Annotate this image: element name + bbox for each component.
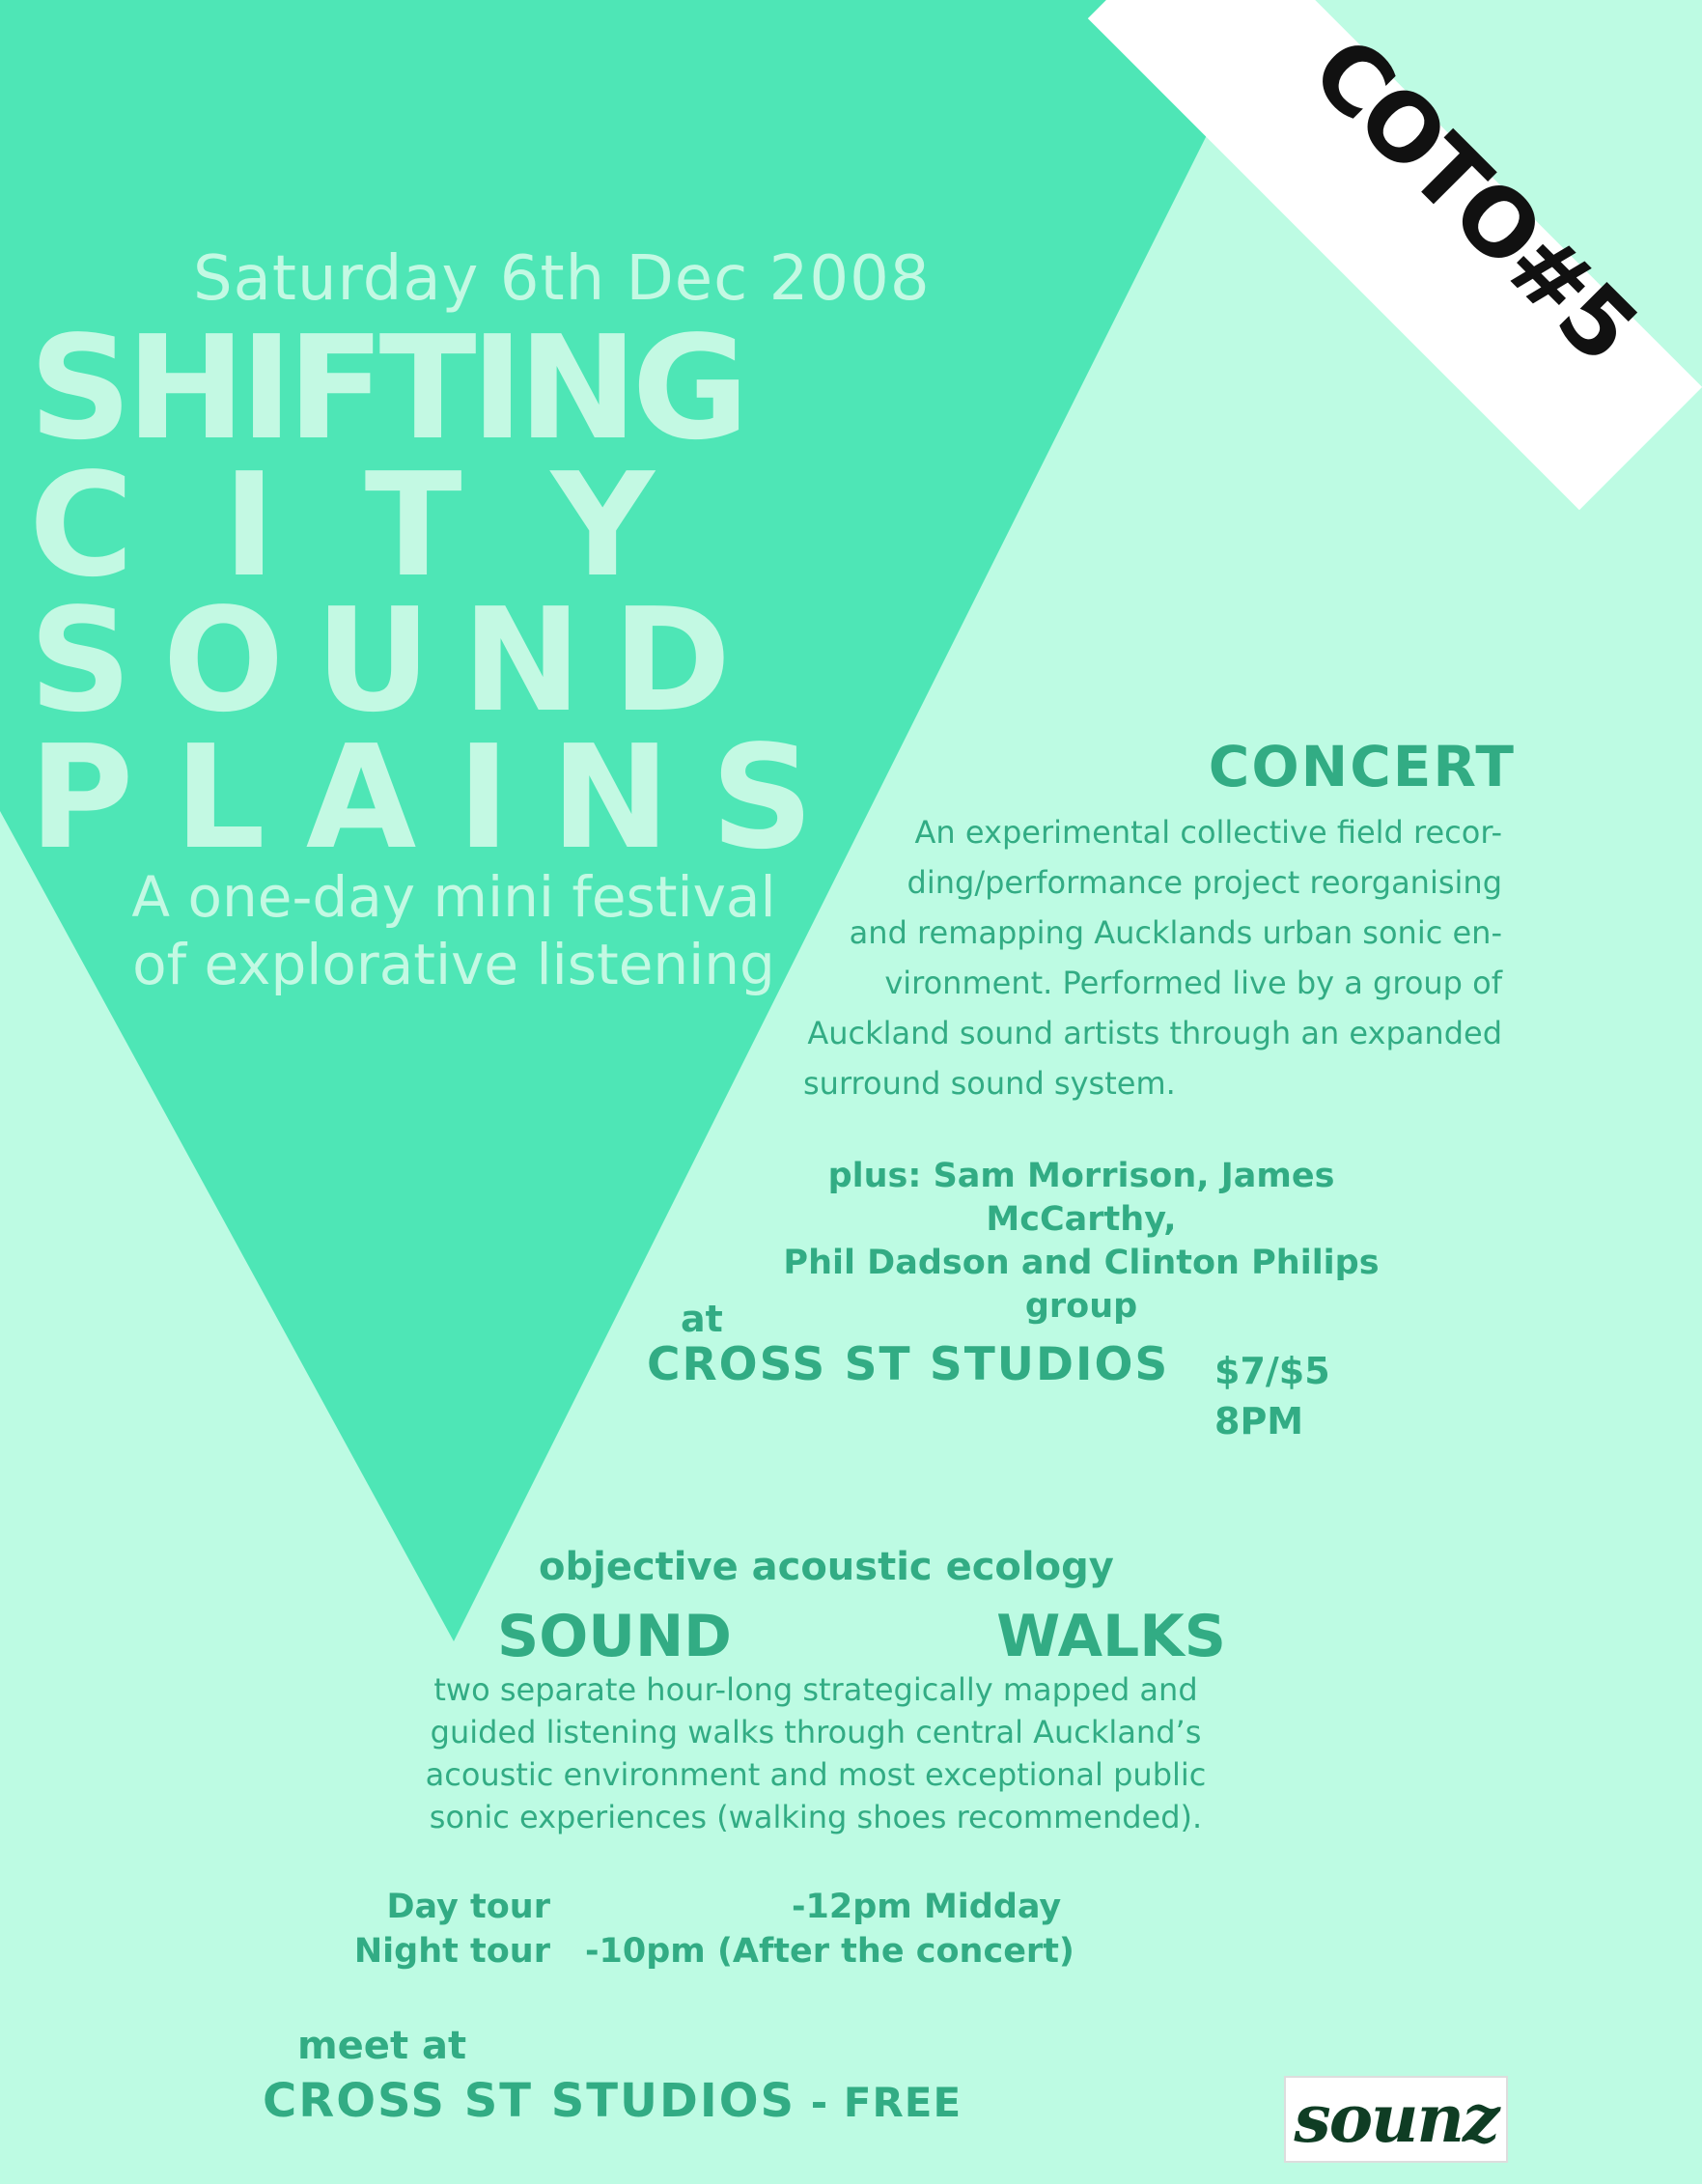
coto-badge [1183,0,1657,381]
concert-desc-line-4: vironment. Performed live by a group of [884,965,1502,1001]
title-line-2: CITY [29,442,743,608]
concert-description [792,807,1502,1108]
event-date: Saturday 6th Dec 2008 [193,243,931,315]
title-line-1: SHIFTING [29,305,743,471]
title-line-3: SOUND [29,577,763,743]
walks-kicker: objective acoustic ecology [539,1545,1114,1589]
at-label: at [681,1298,723,1340]
subtitle [106,864,801,998]
free-label: - FREE [795,2079,963,2126]
tour-time-night: -10pm (After the concert) [585,1932,1074,1971]
walks-venue [263,2074,962,2128]
subtitle-line-2: of explorative listening [132,931,775,997]
tour-time-day: -12pm Midday [792,1888,1062,1926]
concert-desc-line-2: ding/performance project reorganising [907,864,1502,901]
tour-times [338,1885,1130,1974]
walks-venue-name: CROSS ST STUDIOS [263,2074,796,2128]
concert-desc-line-5: Auckland sound artists through an expanded [807,1015,1502,1051]
concert-desc-line-6: surround sound system. [803,1065,1176,1102]
performers-list [734,1155,1429,1329]
walks-desc-line-4: sonic experiences (walking shoes recommended). [429,1799,1203,1835]
performers-line-2: Phil Dadson and Clinton Philips group [783,1244,1380,1326]
title-line-4: PLAINS [29,714,854,881]
tour-label-night: Night tour [353,1932,550,1971]
walks-heading-right: WALKS [996,1603,1226,1670]
tour-row-day [338,1885,1130,1929]
walks-desc-line-2: guided listening walks through central Auckland’s [430,1714,1202,1750]
subtitle-line-1: A one-day mini festival [131,864,776,930]
badge-label: COTO#5 [1291,16,1657,381]
concert-desc-line-1: An experimental collective field recor- [914,814,1502,851]
concert-price-time [1214,1346,1330,1446]
walks-desc-line-1: two separate hour-long strategically mapped and [433,1671,1198,1708]
concert-desc-line-3: and remapping Aucklands urban sonic en- [849,914,1502,951]
walks-heading [497,1603,1226,1670]
concert-time: 8PM [1214,1400,1304,1442]
walks-desc-line-3: acoustic environment and most exceptional public [425,1756,1207,1793]
sounz-logo [1284,2076,1508,2163]
concert-heading: CONCERT [1208,734,1516,799]
tour-row-night [338,1929,1130,1974]
performers-line-1: plus: Sam Morrison, James McCarthy, [827,1157,1335,1239]
concert-venue: CROSS ST STUDIOS [647,1338,1170,1391]
tour-label-day: Day tour [386,1888,550,1926]
walks-heading-left: SOUND [497,1603,732,1670]
walks-description [386,1668,1245,1838]
meet-label: meet at [297,2024,467,2068]
concert-price: $7/$5 [1214,1350,1330,1392]
sounz-logo-text: sounz [1294,2081,1498,2158]
